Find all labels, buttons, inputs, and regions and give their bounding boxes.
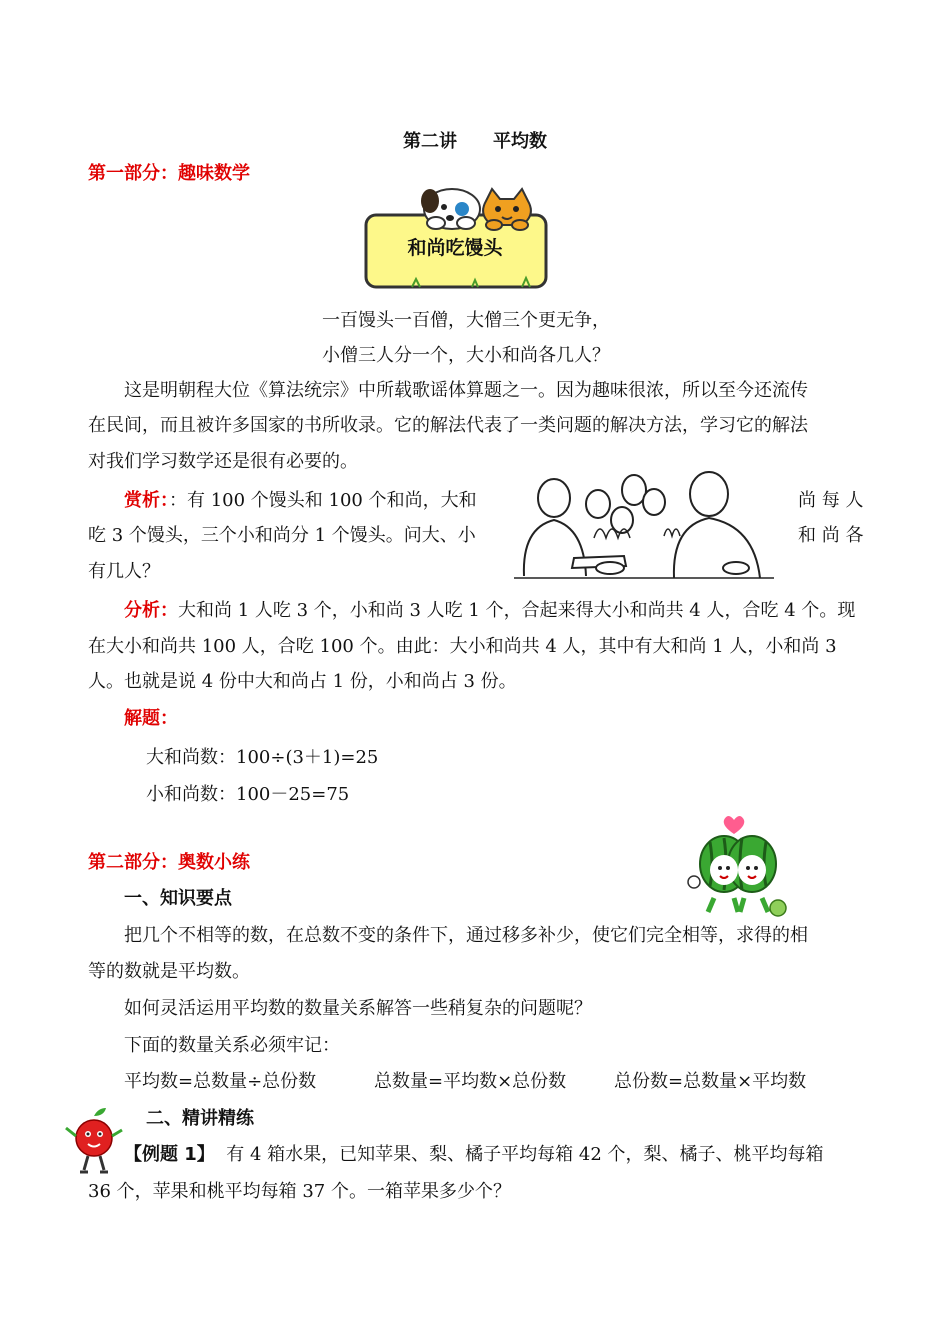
fenxi-text-1: 大和尚 1 人吃 3 个，小和尚 3 人吃 1 个，合起来得大小和尚共 4 人，合吃 4 个。现	[178, 600, 856, 621]
jieti-label: 解题：	[124, 708, 178, 729]
watermelon-illustration	[686, 812, 792, 924]
section-knowledge-heading: 一、知识要点	[124, 888, 232, 909]
formula-average: 平均数=总数量÷总份数	[124, 1071, 317, 1092]
formula-parts: 总份数=总数量×平均数	[614, 1071, 807, 1092]
intro-line-2: 在民间，而且被许多国家的书所收录。它的解法代表了一类问题的解决方法，学习它的解法	[88, 415, 808, 436]
formula-total: 总数量=平均数×总份数	[374, 1071, 567, 1092]
fenxi-line-3: 人。也就是说 4 份中大和尚占 1 份，小和尚占 3 份。	[88, 671, 517, 692]
monks-illustration	[514, 468, 774, 580]
sign-title: 和尚吃馒头	[407, 237, 503, 259]
shangxi-line-2: 吃 3 个馒头，三个小和尚分 1 个馒头。问大、小	[88, 525, 476, 546]
part2-heading: 第二部分：奥数小练	[88, 852, 250, 873]
intro-line-1: 这是明朝程大位《算法统宗》中所载歌谣体算题之一。因为趣味很浓，所以至今还流传	[124, 380, 808, 401]
intro-line-3: 对我们学习数学还是很有必要的。	[88, 451, 358, 472]
fenxi-line-2: 在大小和尚共 100 人，合吃 100 个。由此：大小和尚共 4 人，其中有大和尚 1 人，小和尚 3	[88, 636, 837, 657]
shangxi-text-1: ：有 100 个馒头和 100 个和尚，大和	[169, 490, 477, 511]
part1-heading: 第一部分：趣味数学	[88, 163, 250, 184]
shangxi-line-1-right: 尚 每 人	[798, 490, 864, 511]
question-line: 如何灵活运用平均数的数量关系解答一些稍复杂的问题呢？	[124, 998, 592, 1019]
poem-line-1: 一百馒头一百僧，大僧三个更无争，	[322, 310, 610, 331]
watermelon-kids-icon	[686, 812, 792, 924]
monks-eating-icon	[514, 468, 774, 580]
shangxi-line-3: 有几人？	[88, 561, 160, 582]
fenxi-line-1	[124, 593, 855, 629]
shangxi-line-2-right: 和 尚 各	[798, 525, 864, 546]
shangxi-line-1	[124, 483, 477, 519]
example-line-1	[124, 1137, 824, 1173]
knowledge-line-2: 等的数就是平均数。	[88, 961, 250, 982]
solution-line-2: 小和尚数：100－25=75	[146, 784, 350, 805]
section-practice-heading: 二、精讲精练	[146, 1108, 254, 1129]
apple-character-icon	[62, 1106, 126, 1176]
example-label: 【例题 1】	[124, 1144, 215, 1165]
apple-mascot	[62, 1106, 126, 1176]
remember-line: 下面的数量关系必须牢记：	[124, 1035, 340, 1056]
shangxi-label: 赏析：	[124, 490, 169, 511]
example-line-2: 36 个，苹果和桃平均每箱 37 个。一箱苹果多少个？	[88, 1181, 511, 1202]
example-text-1: 有 4 箱水果，已知苹果、梨、橘子平均每箱 42 个，梨、橘子、桃平均每箱	[226, 1144, 824, 1165]
knowledge-line-1: 把几个不相等的数，在总数不变的条件下，通过移多补少，使它们完全相等，求得的相	[124, 925, 808, 946]
poem-line-2: 小僧三人分一个，大小和尚各几人？	[322, 345, 610, 366]
page-title: 第二讲 平均数	[403, 131, 547, 152]
solution-line-1: 大和尚数：100÷(3＋1)=25	[146, 747, 379, 768]
fenxi-label: 分析：	[124, 600, 178, 621]
sign-illustration	[352, 187, 558, 295]
